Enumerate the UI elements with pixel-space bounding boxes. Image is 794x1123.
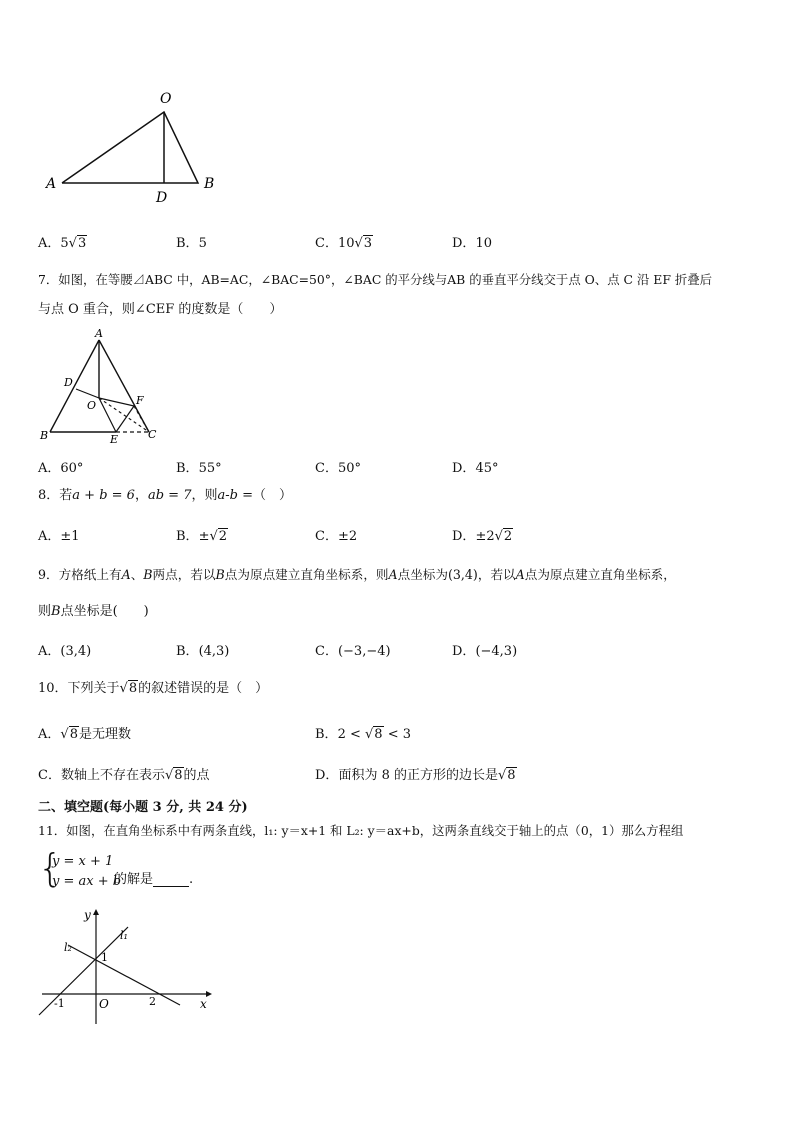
q6-option-b: B．5	[176, 236, 207, 251]
label-f: F	[136, 394, 144, 407]
label-origin: O	[99, 997, 109, 1011]
label-minus-one: -1	[54, 997, 65, 1010]
label-d: D	[64, 376, 73, 389]
q10-option-a: A．√8是无理数	[38, 727, 131, 742]
label-d: D	[156, 190, 168, 206]
q8-stem: 8．若a + b = 6，ab = 7，则a-b =（ ）	[38, 488, 292, 503]
label-x: x	[200, 997, 207, 1011]
q7-option-d: D．45°	[452, 461, 499, 476]
q10-option-c: C．数轴上不存在表示√8的点	[38, 768, 210, 783]
q9-option-a: A．(3,4)	[38, 644, 92, 659]
section-heading: 二、填空题(每小题 3 分, 共 24 分)	[38, 800, 248, 815]
q10-option-b: B．2 < √8 < 3	[315, 727, 412, 742]
q9-line1: 9．方格纸上有A、B两点，若以B点为原点建立直角坐标系，则A点坐标为(3,4)，若以A点为原点建立直角坐标系，	[38, 567, 676, 582]
label-o: O	[87, 399, 97, 412]
figure-isosceles-triangle	[36, 326, 166, 448]
figure-coordinate-lines	[34, 905, 219, 1030]
q8-option-c: C．±2	[315, 529, 358, 544]
q6-option-a: A．5√3	[38, 236, 87, 251]
q7-line2: 与点 O 重合，则∠CEF 的度数是（ ）	[38, 302, 283, 317]
label-c: C	[148, 428, 157, 441]
q10-option-d: D．面积为 8 的正方形的边长是√8	[315, 768, 516, 783]
label-one: 1	[101, 951, 108, 964]
label-o: O	[160, 91, 172, 107]
label-a: A	[95, 327, 103, 340]
figure-triangle-aob	[40, 85, 230, 210]
q11-line1: 11．如图，在直角坐标系中有两条直线，l₁: y＝x+1 和 L₂: y＝ax+b，这两条直线交于轴上的点（0，1）那么方程组	[38, 823, 684, 838]
q8-option-d: D．±2√2	[452, 529, 513, 544]
q7-option-c: C．50°	[315, 461, 361, 476]
q7-line1: 7．如图，在等腰⊿ABC 中，AB=AC，∠BAC=50°，∠BAC 的平分线与AB 的垂直平分线交于点 O、点 C 沿 EF 折叠后	[38, 272, 713, 287]
label-b: B	[40, 429, 49, 442]
label-y: y	[84, 908, 91, 922]
q9-option-c: C．(−3,−4)	[315, 644, 391, 659]
q7-option-a: A．60°	[38, 461, 84, 476]
q6-option-d: D．10	[452, 236, 492, 251]
q9-line2: 则B点坐标是( )	[38, 604, 149, 619]
label-a: A	[46, 176, 57, 192]
label-l1: l₁	[120, 929, 128, 942]
q9-option-b: B．(4,3)	[176, 644, 230, 659]
q8-option-a: A．±1	[38, 529, 80, 544]
q10-stem: 10．下列关于√8的叙述错误的是（ ）	[38, 681, 269, 696]
q9-option-d: D．(−4,3)	[452, 644, 518, 659]
label-two: 2	[149, 995, 156, 1008]
label-b: B	[204, 176, 215, 192]
q8-option-b: B．±√2	[176, 529, 228, 544]
label-l2: l₂	[64, 941, 72, 954]
label-e: E	[110, 433, 119, 446]
q6-option-c: C．10√3	[315, 236, 373, 251]
q7-option-b: B．55°	[176, 461, 222, 476]
